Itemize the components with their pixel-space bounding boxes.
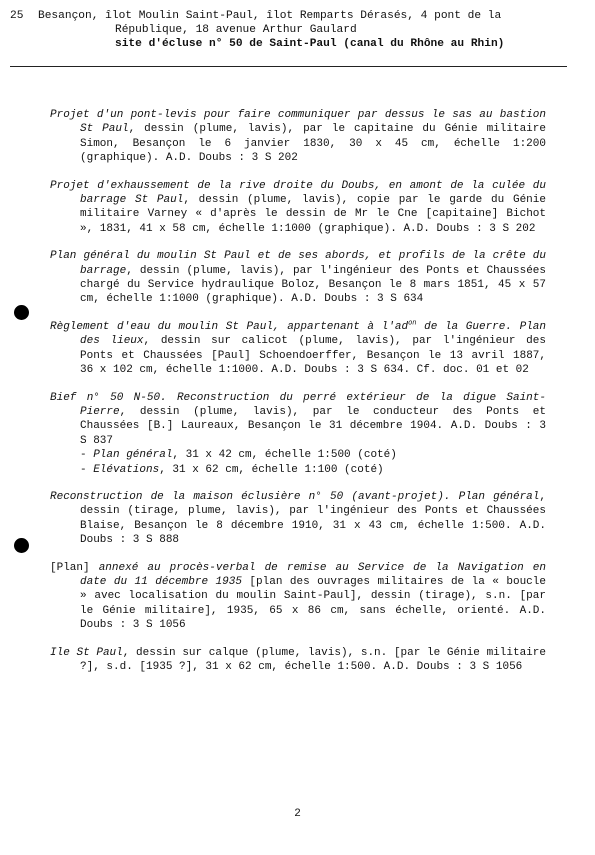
sub-details: , 31 x 62 cm, échelle 1:100 (coté) — [159, 463, 384, 476]
dash: - — [80, 463, 94, 476]
page-number: 2 — [294, 808, 301, 820]
entry-details: , dessin (plume, lavis), par le capitaine du Génie militaire Simon, Besançon le 6 janvier 1830, 30 x 45 cm, échelle 1:200 (graphique). A.D. Doubs : 3 S 202 — [80, 123, 546, 165]
entry-details: , dessin sur calicot (plume, lavis), par l'ingénieur des Ponts et Chaussées [Paul] Schoendoerffer, Besançon le 13 avril 1887, 36 x 102 cm, échelle 1:1000. A.D. Doubs : 3 S 634. Cf. doc. 01 et 02 — [80, 335, 546, 377]
entry-details: , dessin (plume, lavis), par l'ingénieur des Ponts et Chaussées chargé du Service hydraulique Boloz, Besançon le 8 mars 1851, 45 x 57 cm, échelle 1:1000 (graphique). A.D. Doubs : 3 S 634 — [80, 264, 546, 306]
entry-details: , dessin sur calque (plume, lavis), s.n. [par le Génie militaire ?], s.d. [1935 ?], 31 x 62 cm, échelle 1:500. A.D. Doubs : 3 S 1056 — [80, 646, 546, 673]
entry-details: , dessin (plume, lavis), par le conducteur des Ponts et Chaussées [B.] Laureaux, Besançon le 31 décembre 1904. A.D. Doubs : 3 S 837 — [80, 405, 546, 447]
entry-details: , dessin (tirage, plume, lavis), par l'ingénieur des Ponts et Chaussées Blaise, Besançon le 8 décembre 1910, 31 x 43 cm, échelle 1:500. A.D. Doubs : 3 S 888 — [80, 490, 546, 547]
entry-superscript: on — [408, 319, 417, 328]
entry-sub-item — [80, 463, 546, 477]
record-number: 25 — [10, 10, 24, 22]
entry-title: Règlement d'eau du moulin St Paul, appartenant à l'ad — [50, 320, 409, 333]
entry-3 — [50, 249, 546, 307]
entry-title: Projet d'exhaussement de la rive droite du Doubs, en amont de la culée du barrage St Paul — [50, 179, 546, 207]
entry-4 — [50, 320, 546, 378]
entry-title-cont: de la Guerre. Plan des lieux — [80, 320, 547, 348]
entry-details: [plan des ouvrages militaires de la « boucle » avec localisation du moulin Saint-Paul], dessin (tirage), s.n. [par le Génie militaire], 1935, 65 x 86 cm, sans échelle, orienté. A.D. Doubs : 3 S 1056 — [80, 575, 546, 632]
entry-title: Projet d'un pont-levis pour faire communiquer par dessus le sas au bastion St Paul — [50, 109, 546, 136]
entry-sub-item — [80, 448, 546, 462]
entry-5 — [50, 391, 546, 477]
sub-title: Elévations — [93, 463, 160, 476]
entry-title: Reconstruction de la maison éclusière n° 50 (avant-projet). Plan général — [50, 490, 540, 503]
bullet-marker-2 — [14, 538, 29, 553]
dash: - — [80, 449, 94, 462]
header-divider — [10, 66, 567, 67]
entry-title: Ile St Paul — [50, 646, 123, 659]
entry-list — [50, 108, 546, 687]
sub-title: Plan général — [93, 449, 173, 462]
site-title: site d'écluse n° 50 de Saint-Paul (canal du Rhône au Rhin) — [115, 38, 505, 50]
entry-7 — [50, 561, 546, 633]
entry-8 — [50, 646, 546, 675]
address-line-1: Besançon, îlot Moulin Saint-Paul, îlot Remparts Dérasés, 4 pont de la — [38, 10, 502, 22]
entry-1 — [50, 108, 546, 166]
entry-title: Plan général du moulin St Paul et de ses abords, et profils de la crête du barrage — [50, 250, 546, 277]
entry-details: , dessin (plume, lavis), copie par le garde du Génie militaire Varney « d'après le dessin de Mr le Cne [capitaine] Bichot », 1831, 41 x 58 cm, échelle 1:1000 (graphique). A.D. Doubs : 3 S 202 — [80, 194, 546, 235]
address-line-2: République, 18 avenue Arthur Gaulard — [115, 24, 357, 36]
entry-2 — [50, 179, 546, 237]
bullet-marker-1 — [14, 305, 29, 320]
entry-title: annexé au procès-verbal de remise au Service de la Navigation en date du 11 décembre 1935 — [80, 561, 547, 588]
entry-title: Bief n° 50 N-50. Reconstruction du perré extérieur de la digue Saint-Pierre — [50, 391, 546, 418]
entry-6 — [50, 490, 546, 548]
entry-prefix: [Plan] — [50, 561, 99, 574]
sub-details: , 31 x 42 cm, échelle 1:500 (coté) — [172, 449, 397, 462]
